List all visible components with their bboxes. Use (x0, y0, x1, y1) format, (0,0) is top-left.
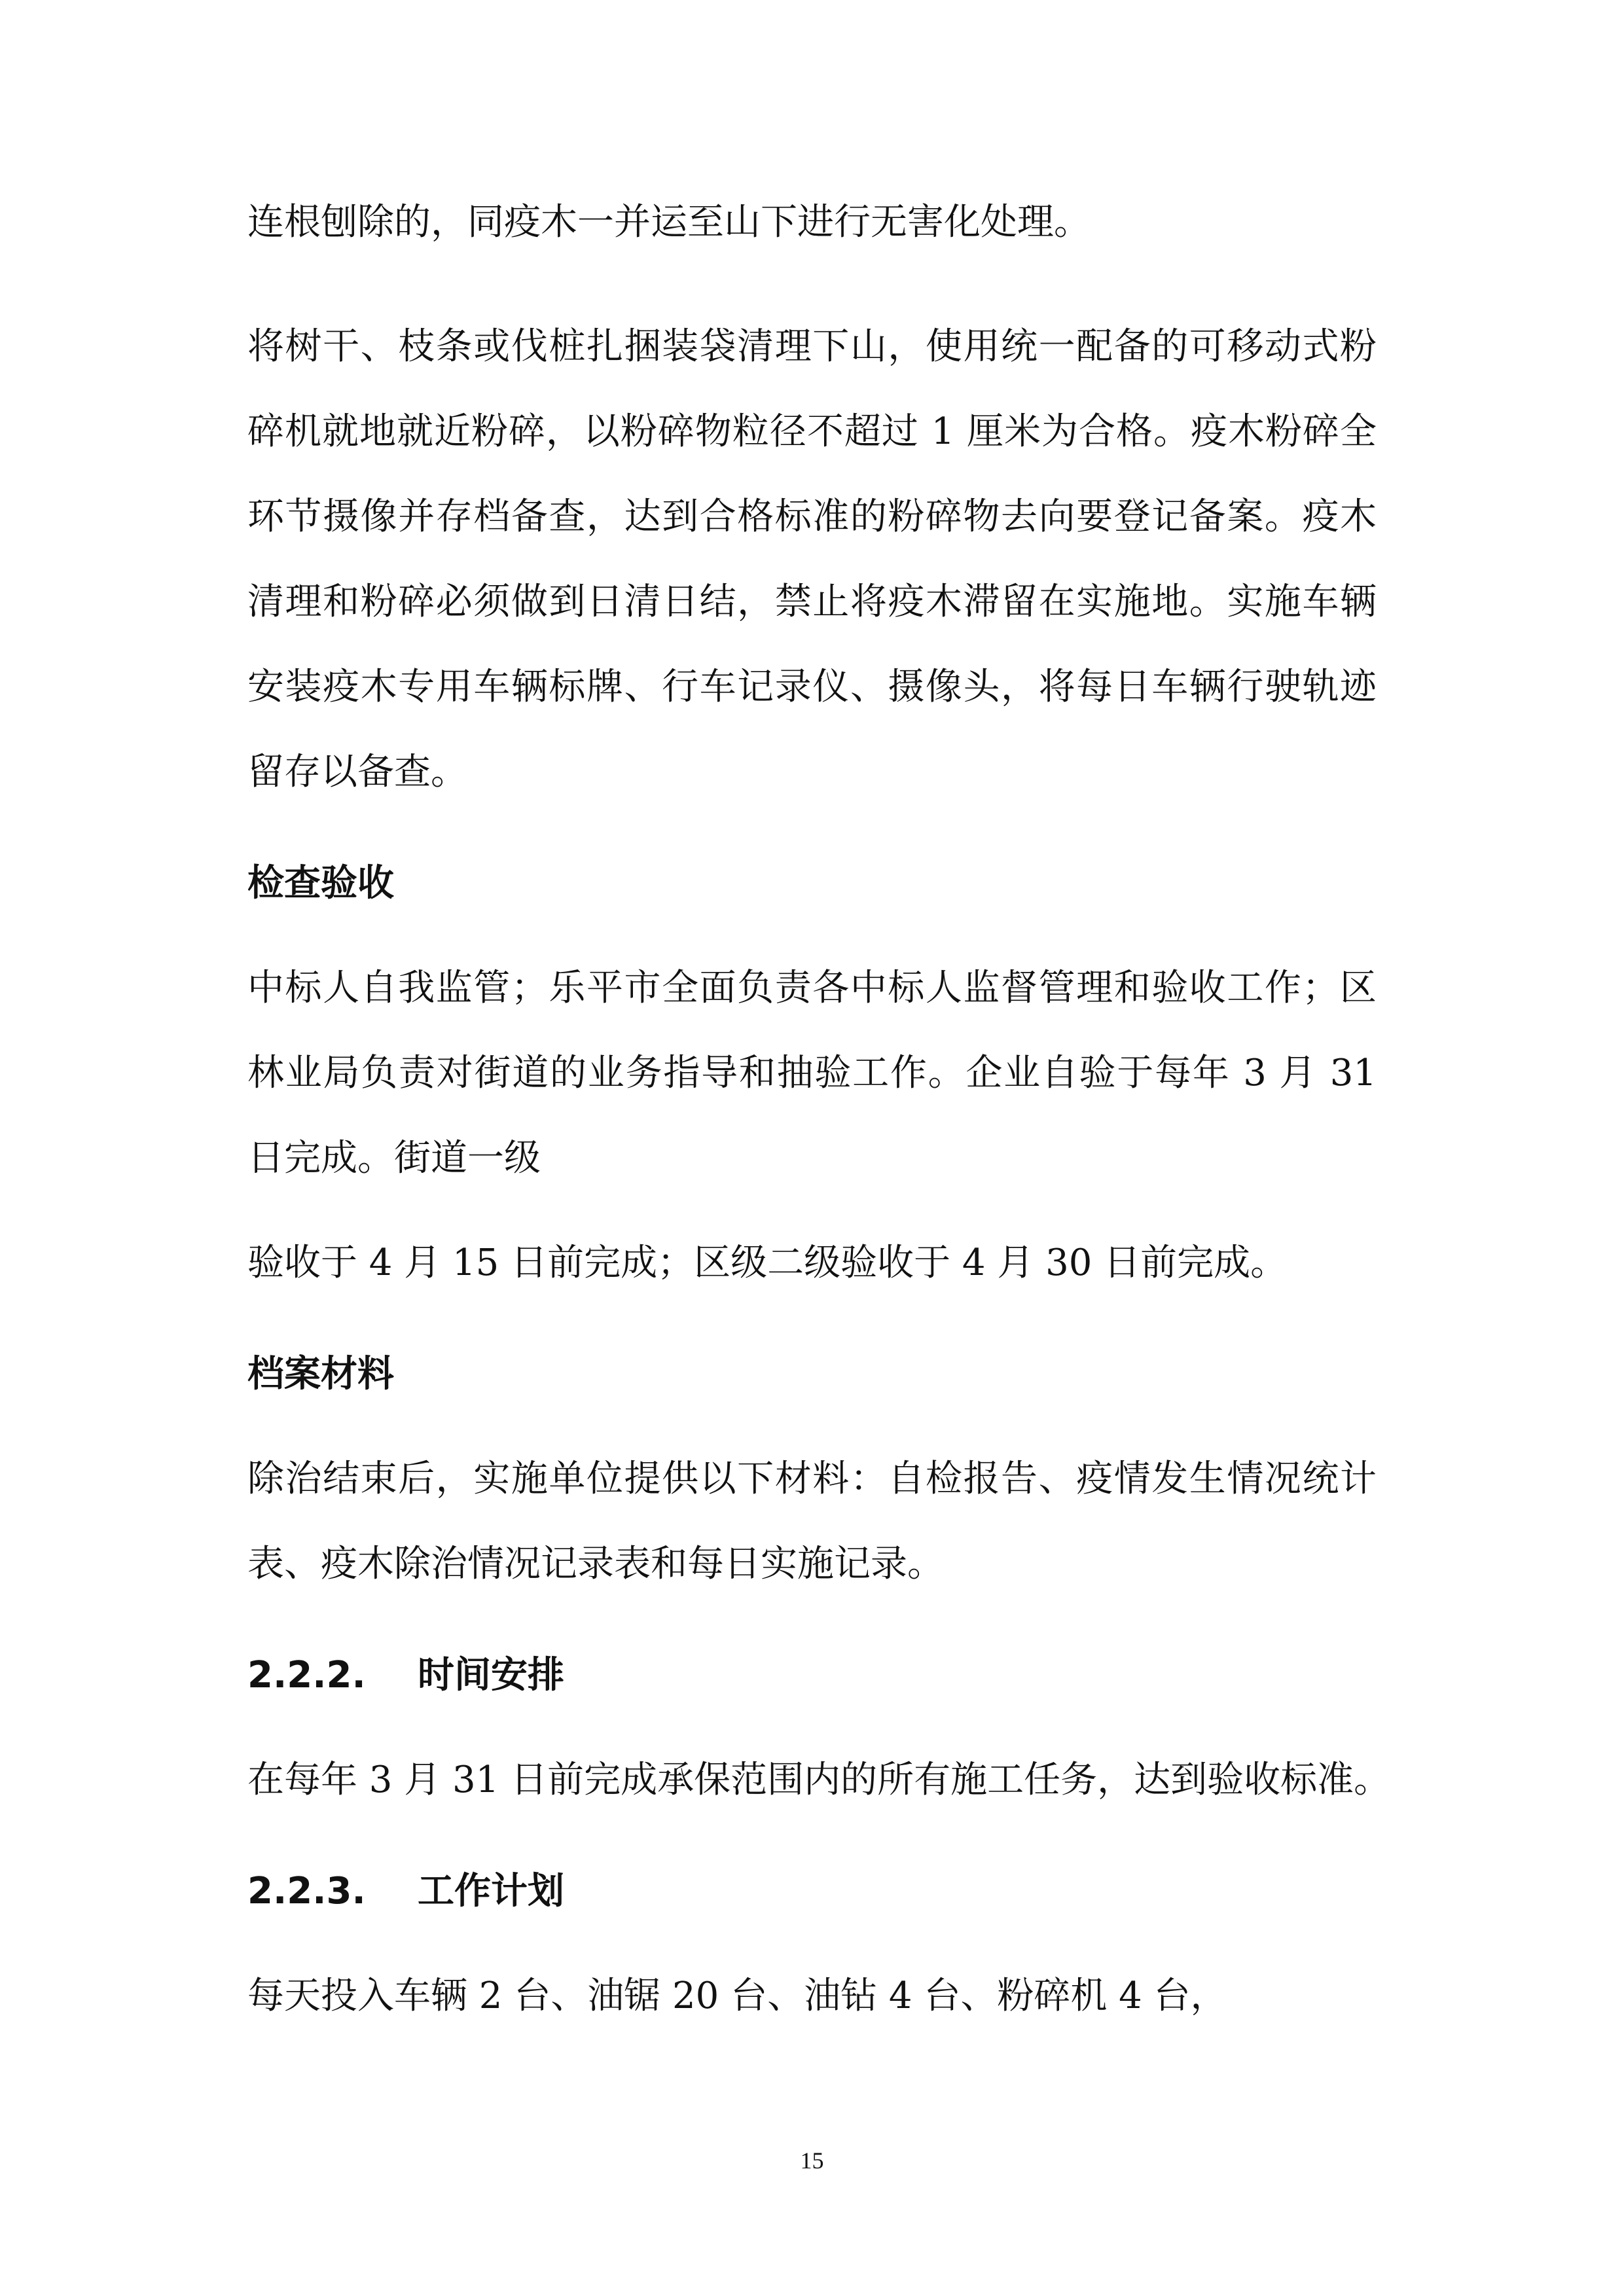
paragraph-line: 清理和粉碎必须做到日清日结，禁止将疫木滞留在实施地。实施车辆 (247, 581, 1377, 623)
section-title: 工作计划 (418, 1870, 564, 1912)
heading-inspection: 检查验收 (247, 862, 394, 905)
paragraph-line: 留存以备查。 (247, 751, 467, 793)
heading-archive: 档案材料 (247, 1353, 394, 1395)
paragraph-line: 表、疫木除治情况记录表和每日实施记录。 (247, 1543, 944, 1585)
paragraph-line: 验收于 4 月 15 日前完成；区级二级验收于 4 月 30 日前完成。 (247, 1242, 1288, 1284)
section-heading-2-2-3 (247, 1871, 564, 1912)
paragraph-line: 安装疫木专用车辆标牌、行车记录仪、摄像头，将每日车辆行驶轨迹 (247, 666, 1377, 708)
paragraph-line: 除治结束后，实施单位提供以下材料：自检报告、疫情发生情况统计 (247, 1458, 1377, 1500)
paragraph-line: 每天投入车辆 2 台、油锯 20 台、油钻 4 台、粉碎机 4 台， (247, 1975, 1227, 2017)
paragraph-line: 连根刨除的，同疫木一并运至山下进行无害化处理。 (247, 201, 1091, 243)
paragraph-line: 日完成。街道一级 (247, 1137, 541, 1179)
paragraph-line: 在每年 3 月 31 日前完成承保范围内的所有施工任务，达到验收标准。 (247, 1759, 1391, 1801)
paragraph-line: 环节摄像并存档备查，达到合格标准的粉碎物去向要登记备案。疫木 (247, 495, 1377, 538)
section-heading-2-2-2 (247, 1655, 564, 1696)
section-title: 时间安排 (418, 1654, 564, 1696)
paragraph-line: 林业局负责对街道的业务指导和抽验工作。企业自验于每年 3 月 31 (247, 1052, 1377, 1094)
paragraph-line: 将树干、枝条或伐桩扎捆装袋清理下山，使用统一配备的可移动式粉 (247, 325, 1377, 368)
paragraph-line: 碎机就地就近粉碎，以粉碎物粒径不超过 1 厘米为合格。疫木粉碎全 (247, 410, 1377, 453)
section-number: 2.2.2. (247, 1654, 366, 1696)
paragraph-line: 中标人自我监管；乐平市全面负责各中标人监督管理和验收工作；区 (247, 967, 1377, 1009)
section-number: 2.2.3. (247, 1870, 366, 1912)
page-number: 15 (800, 2147, 824, 2174)
